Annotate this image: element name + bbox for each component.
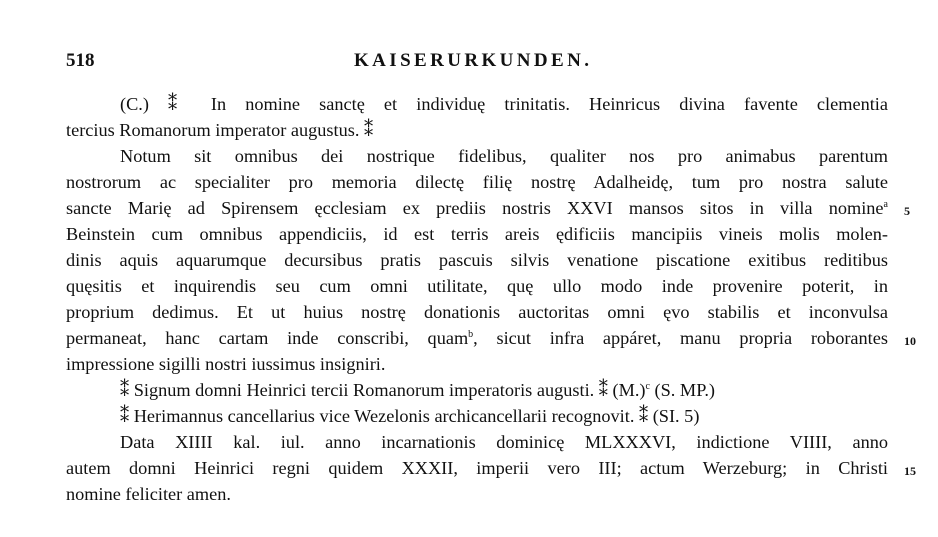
page-number: 518	[66, 50, 95, 71]
text-line: sancte Marię ad Spirensem ęcclesiam ex prediis nostris XXVI mansos sitos in villa nomine$^a$	[66, 198, 888, 218]
text-line: Beinstein cum omnibus appendiciis, id est terris areis ędificiis mancipiis vineis molis molen-	[66, 224, 888, 244]
text-line: impressione sigilli nostri iussimus insigniri.	[66, 354, 386, 374]
recognition-line: ⁑ Herimannus cancellarius vice Wezelonis archicancellarii recognovit. ⁑ (SI. 5)	[120, 406, 700, 426]
line-number: 5	[904, 204, 910, 218]
footnote-marker: c	[645, 381, 650, 392]
running-title: KAISERURKUNDEN.	[354, 50, 593, 71]
dating-line: nomine feliciter amen.	[66, 484, 231, 504]
text-line: Notum sit omnibus dei nostrique fidelibus, qualiter nos pro animabus parentum	[120, 146, 888, 166]
text-line: tercius Romanorum imperator augustus. ⁑	[66, 120, 374, 140]
dating-line: autem domni Heinrici regni quidem XXXII, imperii vero III; actum Werzeburg; in Christi	[66, 458, 888, 478]
text-line: quęsitis et inquirendis seu cum omni utilitate, quę ullo modo inde provenire poterit, in	[66, 276, 888, 296]
signum-line: ⁑ Signum domni Heinrici tercii Romanorum imperatoris augusti. ⁑ $(M.)^c$ (S. MP.)	[120, 380, 715, 400]
text-line: proprium dedimus. Et ut huius nostrę donationis auctoritas omni ęvo stabilis et inconvulsa	[66, 302, 888, 322]
text-line: (C.) ⁑ In nomine sanctę et individuę trinitatis. Heinricus divina favente clementia	[120, 94, 888, 114]
footnote-marker: a	[883, 199, 888, 210]
line-number: 15	[904, 464, 916, 478]
dating-line: Data XIIII kal. iul. anno incarnationis dominicę MLXXXVI, indictione VIIII, anno	[120, 432, 888, 452]
text-line: nostrorum ac specialiter pro memoria dilectę filię nostrę Adalheidę, tum pro nostra salute	[66, 172, 888, 192]
line-number: 10	[904, 334, 916, 348]
text-line: dinis aquis aquarumque decursibus pratis pascuis silvis venatione piscatione exitibus reditibus	[66, 250, 888, 270]
footnote-marker: b	[468, 329, 474, 340]
text-line: permaneat, hanc cartam inde conscribi, quam$^b$, sicut infra appáret, manu propria roborantes	[66, 328, 888, 348]
